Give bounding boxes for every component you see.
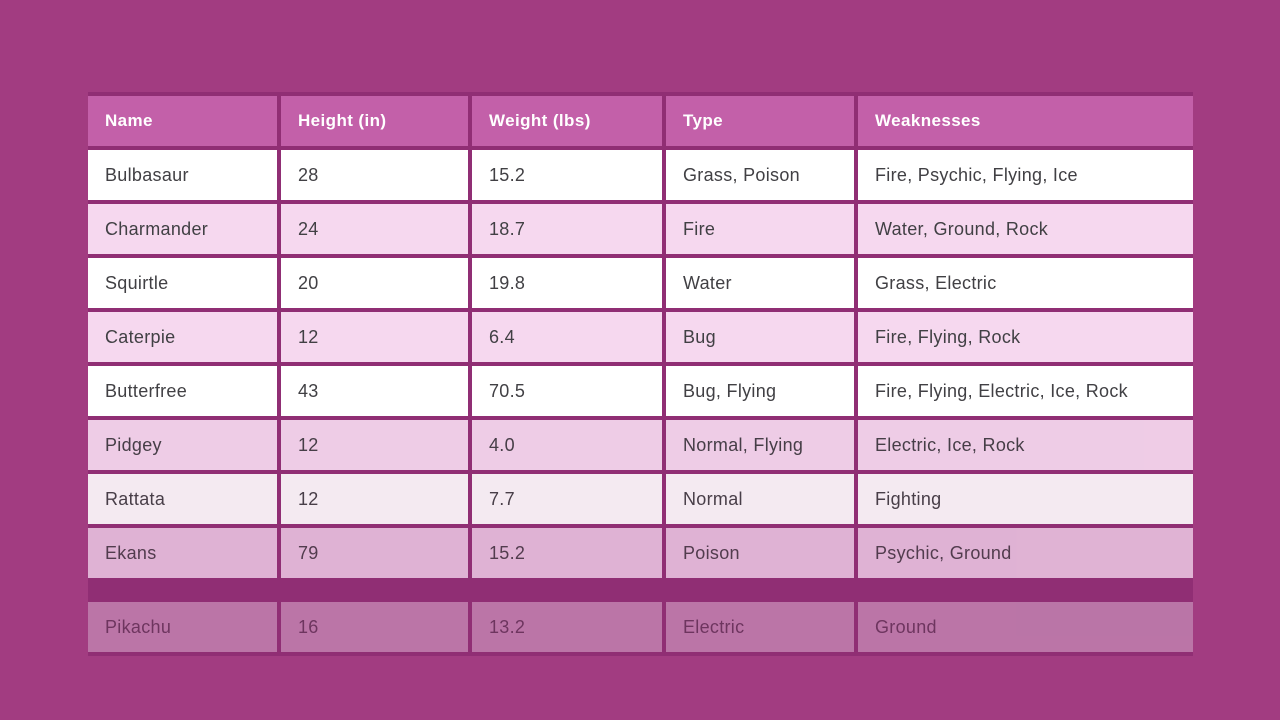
cell-height: 16 — [281, 602, 468, 652]
table-row-squirtle — [88, 258, 1193, 308]
cell-name: Pikachu — [88, 602, 277, 652]
cell-name: Squirtle — [88, 258, 277, 308]
cell-height: 12 — [281, 474, 468, 524]
cell-name: Ekans — [88, 528, 277, 578]
table-header-row — [88, 96, 1193, 146]
cell-weight: 15.2 — [472, 150, 662, 200]
table-row-caterpie — [88, 312, 1193, 362]
cell-type: Fire — [666, 204, 854, 254]
cell-weaknesses: Fire, Flying, Rock — [858, 312, 1193, 362]
column-header-height: Height (in) — [281, 96, 468, 146]
cell-name: Bulbasaur — [88, 150, 277, 200]
cell-name: Pidgey — [88, 420, 277, 470]
cell-weaknesses: Grass, Electric — [858, 258, 1193, 308]
cell-name: Caterpie — [88, 312, 277, 362]
pokemon-table — [88, 92, 1193, 656]
cell-weaknesses: Ground — [858, 602, 1193, 652]
cell-name: Rattata — [88, 474, 277, 524]
cell-name: Charmander — [88, 204, 277, 254]
cell-weight: 7.7 — [472, 474, 662, 524]
cell-type: Water — [666, 258, 854, 308]
cell-weight: 18.7 — [472, 204, 662, 254]
cell-weaknesses: Water, Ground, Rock — [858, 204, 1193, 254]
cell-height: 79 — [281, 528, 468, 578]
column-header-weaknesses: Weaknesses — [858, 96, 1193, 146]
cell-height: 12 — [281, 420, 468, 470]
table-row-bulbasaur — [88, 150, 1193, 200]
cell-height: 24 — [281, 204, 468, 254]
cell-height: 12 — [281, 312, 468, 362]
cell-type: Bug, Flying — [666, 366, 854, 416]
table-row-pidgey — [88, 420, 1193, 470]
cell-name: Butterfree — [88, 366, 277, 416]
cell-height: 28 — [281, 150, 468, 200]
cell-type: Electric — [666, 602, 854, 652]
cell-weaknesses: Fighting — [858, 474, 1193, 524]
table-row-butterfree — [88, 366, 1193, 416]
cell-type: Grass, Poison — [666, 150, 854, 200]
cell-type: Bug — [666, 312, 854, 362]
cell-weaknesses: Electric, Ice, Rock — [858, 420, 1193, 470]
table-row-rattata — [88, 474, 1193, 524]
cell-weight: 4.0 — [472, 420, 662, 470]
cell-height: 43 — [281, 366, 468, 416]
column-header-weight: Weight (lbs) — [472, 96, 662, 146]
cell-weaknesses: Psychic, Ground — [858, 528, 1193, 578]
cell-height: 20 — [281, 258, 468, 308]
cell-type: Normal — [666, 474, 854, 524]
column-header-type: Type — [666, 96, 854, 146]
table-row-ekans — [88, 528, 1193, 578]
cell-weight: 19.8 — [472, 258, 662, 308]
cell-weaknesses: Fire, Psychic, Flying, Ice — [858, 150, 1193, 200]
cell-weight: 6.4 — [472, 312, 662, 362]
table-row-charmander — [88, 204, 1193, 254]
cell-weaknesses: Fire, Flying, Electric, Ice, Rock — [858, 366, 1193, 416]
table-row-pikachu — [88, 602, 1193, 656]
cell-type: Poison — [666, 528, 854, 578]
cell-type: Normal, Flying — [666, 420, 854, 470]
column-header-name: Name — [88, 96, 277, 146]
cell-weight: 70.5 — [472, 366, 662, 416]
cell-weight: 13.2 — [472, 602, 662, 652]
cell-weight: 15.2 — [472, 528, 662, 578]
